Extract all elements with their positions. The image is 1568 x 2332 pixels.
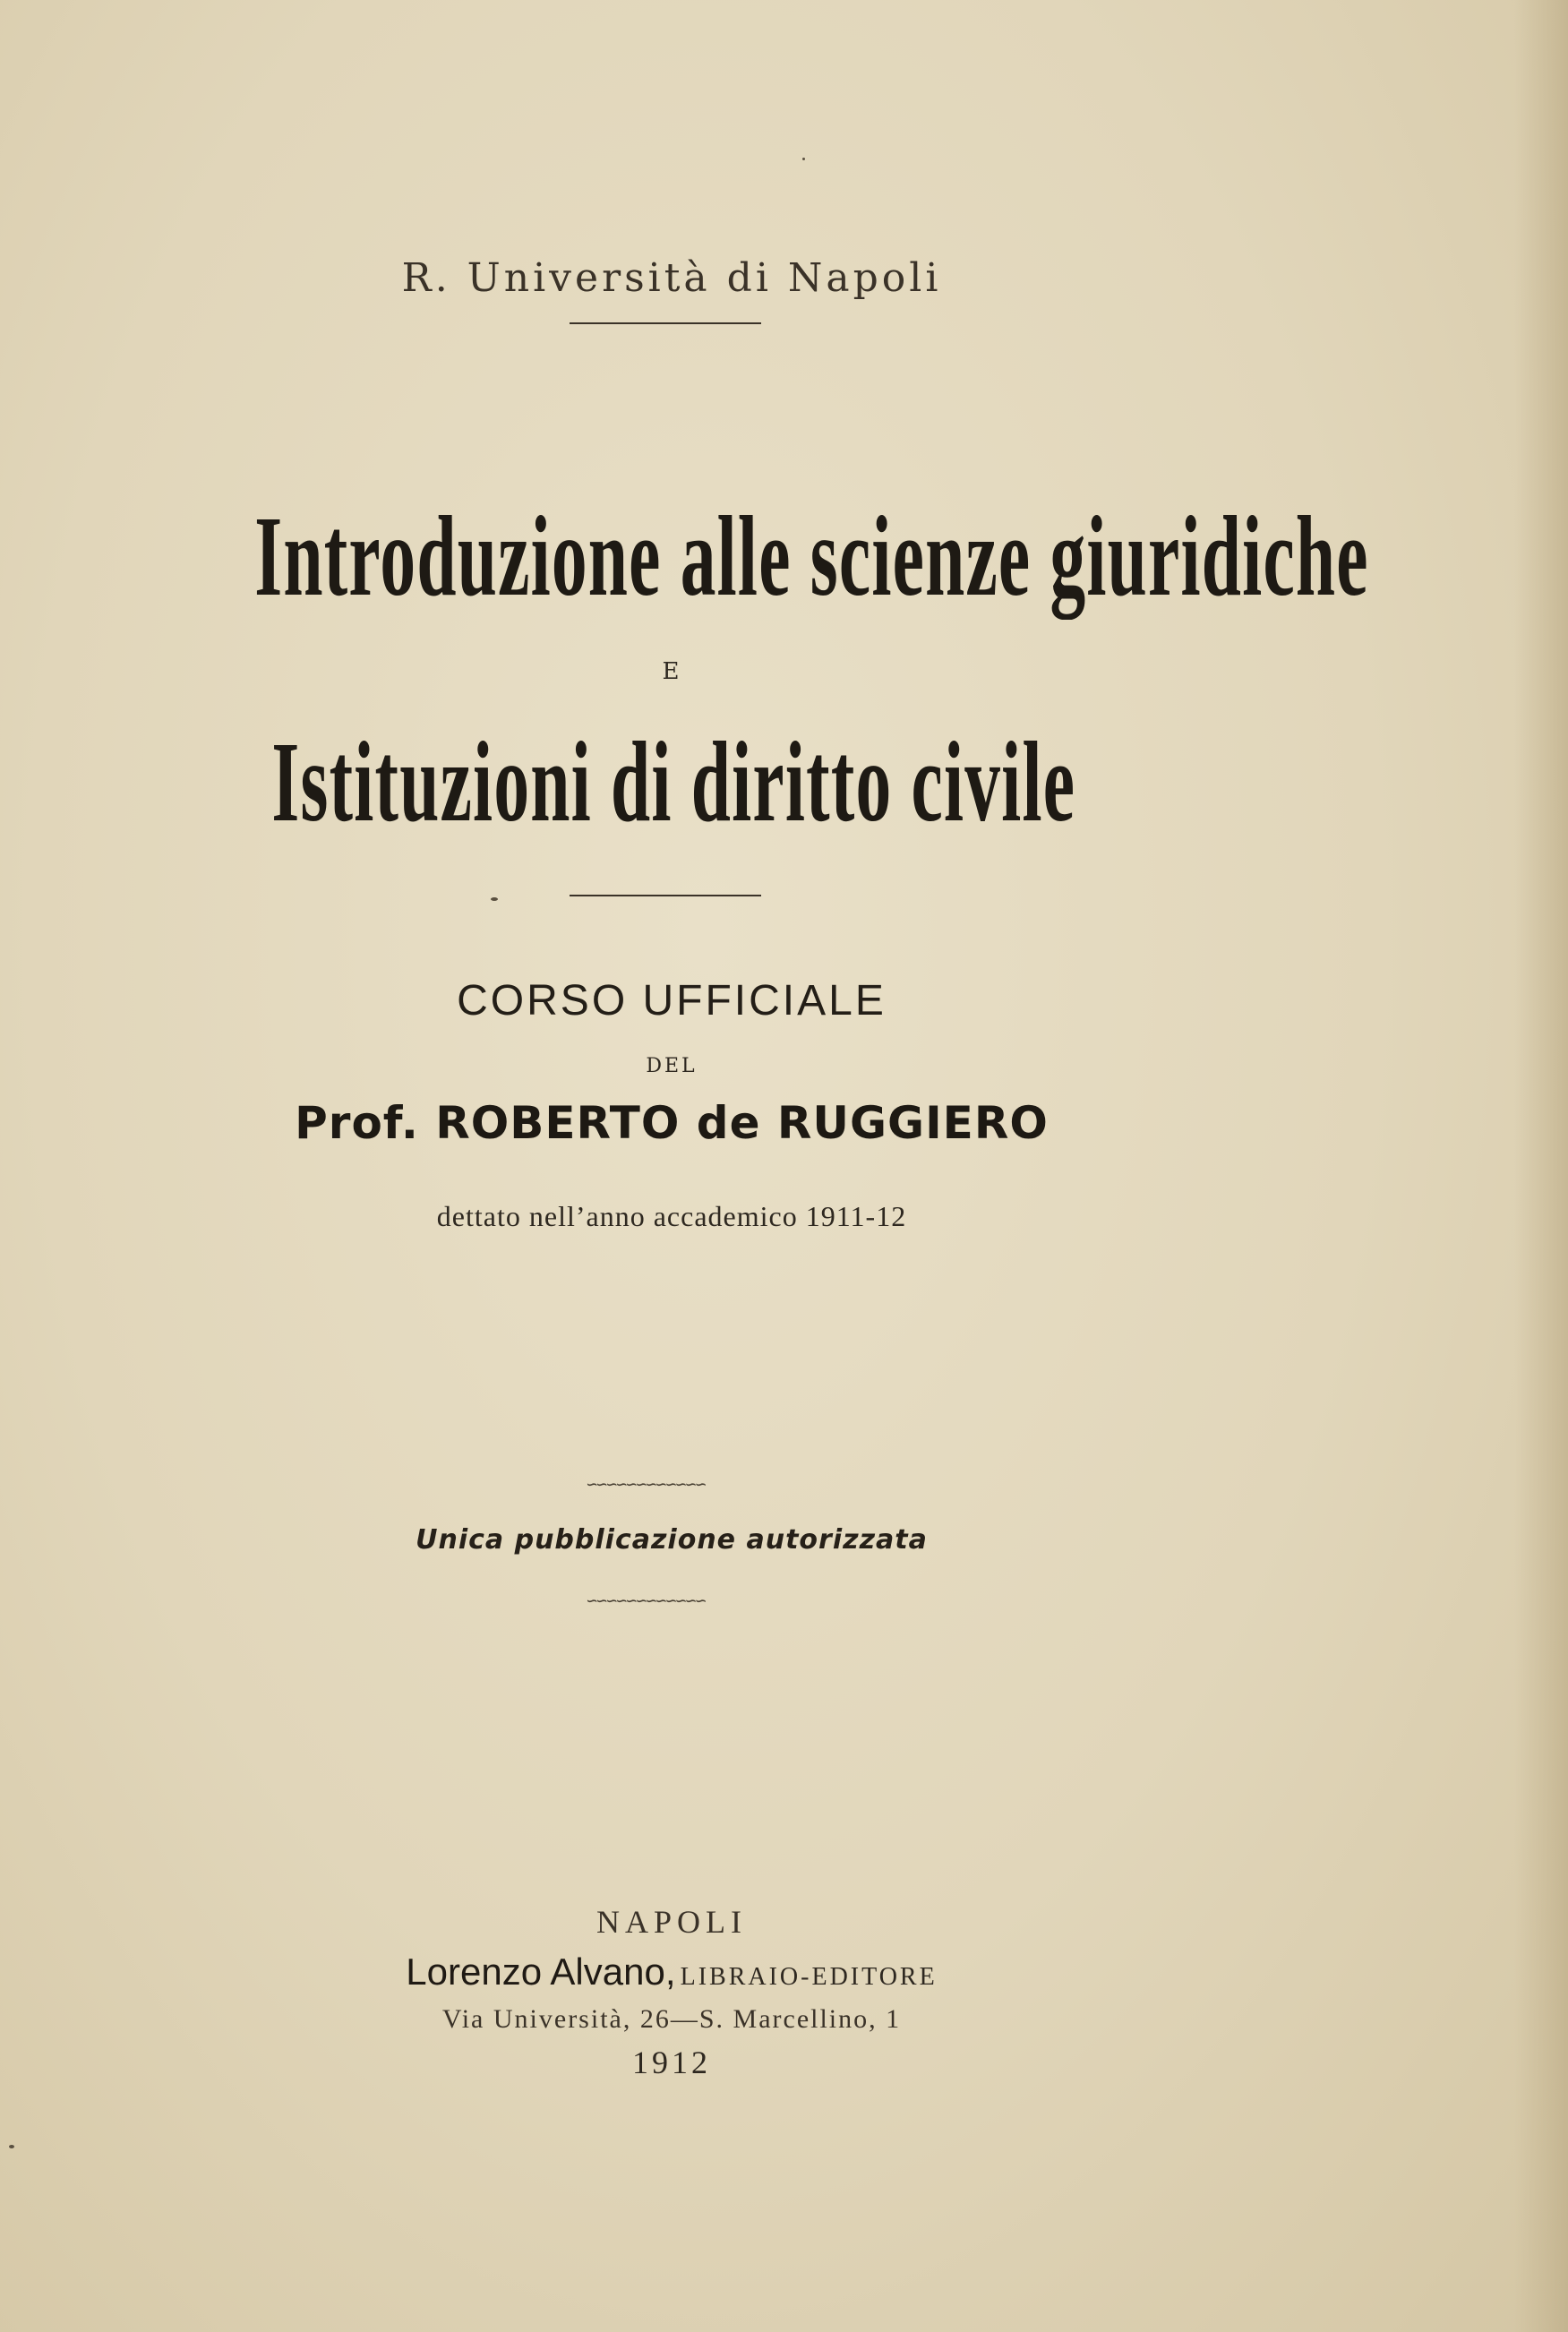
wavy-ornament-bottom: ∽∽∽∽∽∽∽∽∽∽∽∽ [587,1590,706,1611]
publisher-name: Lorenzo Alvano, [406,1950,676,1993]
imprint-publisher [0,1950,1343,1993]
imprint-year: 1912 [632,2045,711,2080]
main-title-line1: Introduzione alle scienze giuridiche [254,493,1369,620]
imprint-city: NAPOLI [596,1904,747,1940]
title-rule [570,895,761,896]
ink-speck [491,897,498,901]
course-label: CORSO UFFICIALE [457,977,887,1025]
paper-speck [9,2145,14,2148]
imprint-address: Via Università, 26—S. Marcellino, 1 [441,2004,902,2034]
publisher-role: LIBRAIO-EDITORE [680,1963,938,1991]
wavy-ornament-top: ∽∽∽∽∽∽∽∽∽∽∽∽ [587,1473,706,1495]
authorized-publication-notice: Unica pubblicazione autorizzata [416,1524,928,1556]
dictation-note: dettato nell’anno accademico 1911-12 [436,1200,907,1232]
course-preposition: DEL [646,1055,698,1077]
paper-speck [802,158,805,160]
main-title-line2: Istituzioni di diritto civile [271,718,1076,845]
header-rule [570,322,761,324]
institution-header: R. Università di Napoli [401,255,942,301]
title-conjunction: E [662,658,681,685]
author-name: Prof. ROBERTO de RUGGIERO [295,1097,1049,1149]
